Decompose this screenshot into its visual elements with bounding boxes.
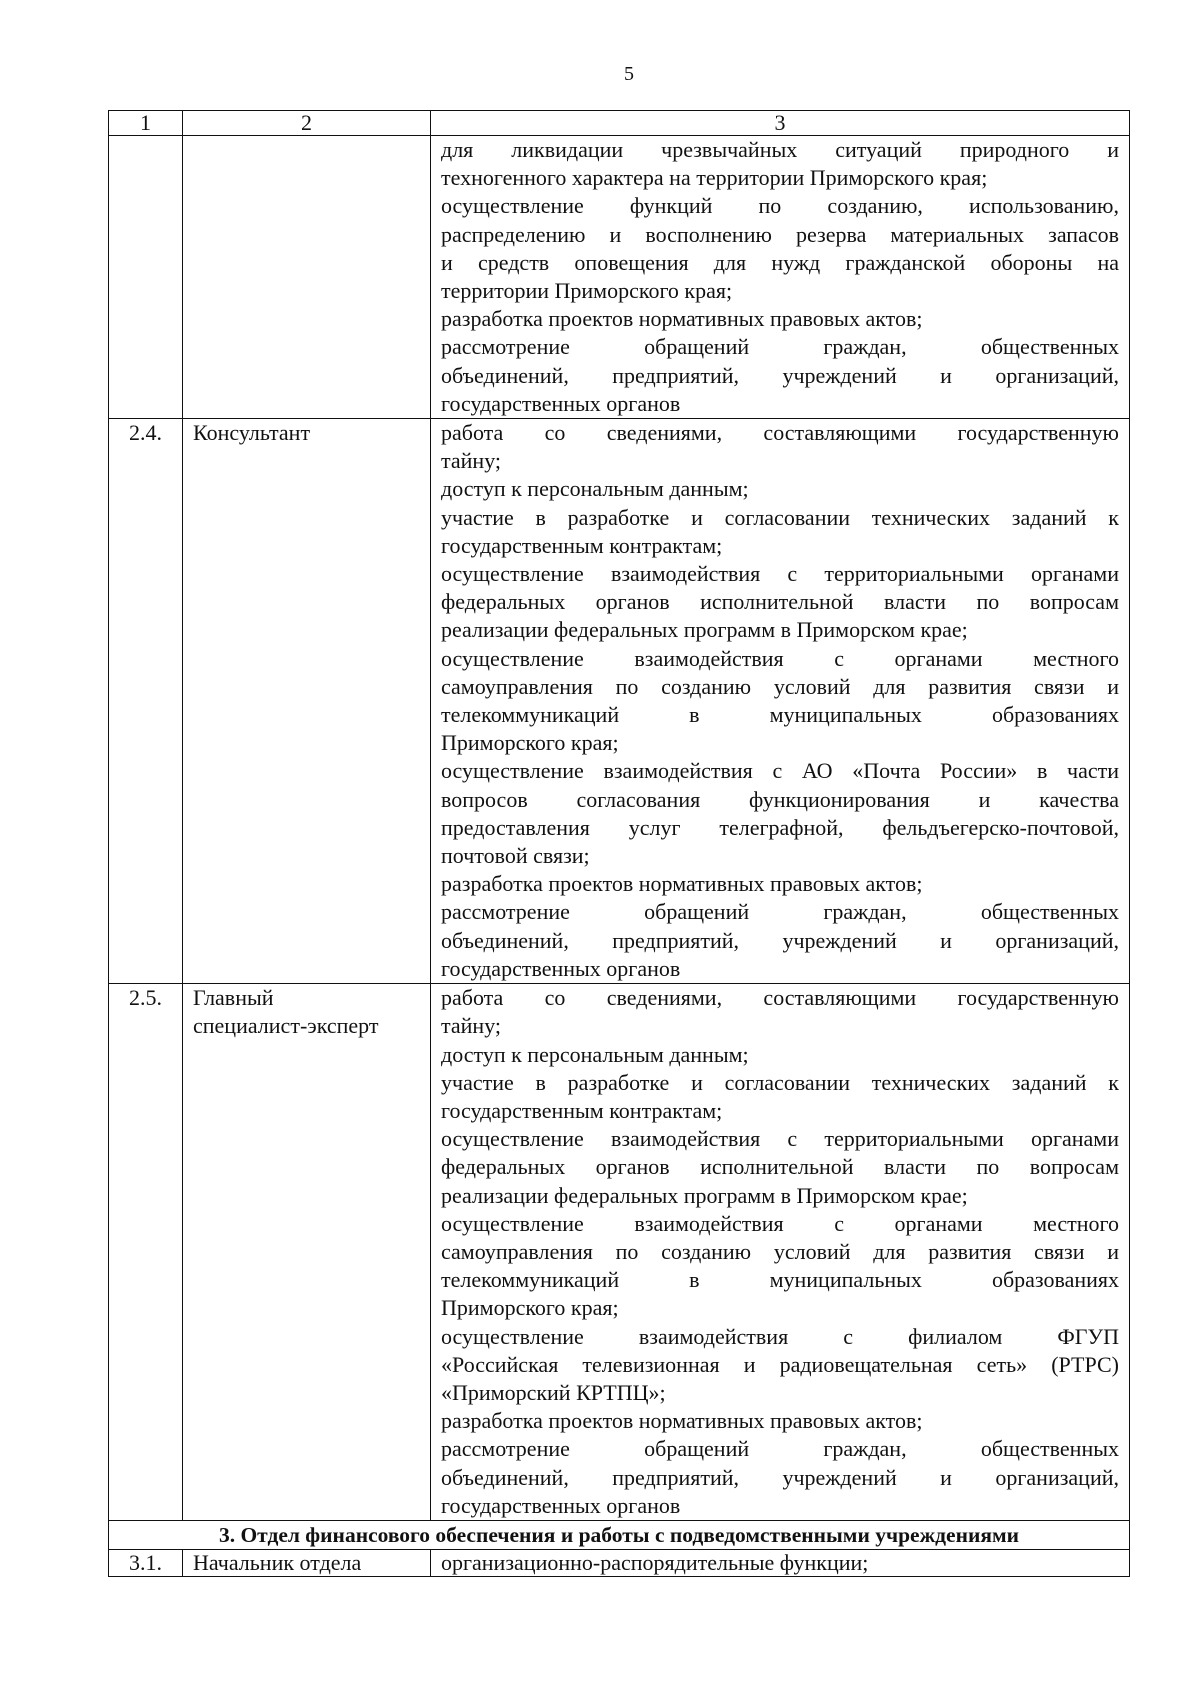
- table-row-2-4: [109, 419, 1130, 984]
- row-number-cell: 2.5.: [109, 984, 183, 1521]
- table-row-2-5: [109, 984, 1130, 1521]
- duty-line: государственных органов: [441, 955, 681, 981]
- duties-cell: [431, 419, 1130, 984]
- duty-line: работа со сведениями, составляющими государственную: [441, 985, 1119, 1011]
- duty-line: осуществление взаимодействия с АО «Почта России» в части: [441, 758, 1119, 784]
- duty-line: Приморского края;: [441, 1295, 619, 1321]
- duty-line: участие в разработке и согласовании технических заданий к: [441, 504, 1119, 530]
- duty-line: государственных органов: [441, 1492, 681, 1518]
- duties-cell: [431, 136, 1130, 419]
- duty-line: распределению и восполнению резерва материальных запасов: [441, 221, 1119, 247]
- duty-line: реализации федеральных программ в Приморском крае;: [441, 1182, 968, 1208]
- duty-line: федеральных органов исполнительной власти по вопросам: [441, 1154, 1119, 1180]
- page-number: 5: [624, 63, 634, 85]
- duty-line: телекоммуникаций в муниципальных образованиях: [441, 702, 1119, 728]
- duty-line: объединений, предприятий, учреждений и организаций,: [441, 1464, 1119, 1490]
- duty-line: «Российская телевизионная и радиовещательная сеть» (РТРС): [441, 1351, 1119, 1377]
- duty-line: осуществление функций по созданию, использованию,: [441, 193, 1119, 219]
- duties-cell: организационно-распорядительные функции;: [431, 1549, 1130, 1576]
- position-cell: [183, 984, 431, 1521]
- duty-line: и средств оповещения для нужд гражданской обороны на: [441, 249, 1119, 275]
- duty-line: работа со сведениями, составляющими государственную: [441, 420, 1119, 446]
- duty-line: рассмотрение обращений граждан, общественных: [441, 899, 1119, 925]
- row-number-cell: 3.1.: [109, 1549, 183, 1576]
- duty-line: объединений, предприятий, учреждений и организаций,: [441, 927, 1119, 953]
- duty-line: рассмотрение обращений граждан, общественных: [441, 1436, 1119, 1462]
- duty-line: для ликвидации чрезвычайных ситуаций природного и: [441, 137, 1119, 162]
- duty-line: разработка проектов нормативных правовых актов;: [441, 306, 923, 332]
- position-cell: [183, 136, 431, 419]
- duty-line: объединений, предприятий, учреждений и организаций,: [441, 362, 1119, 388]
- duty-line: самоуправления по созданию условий для развития связи и: [441, 673, 1119, 699]
- duty-line: телекоммуникаций в муниципальных образованиях: [441, 1267, 1119, 1293]
- position-line: специалист-эксперт: [193, 1013, 379, 1039]
- duty-line: государственным контрактам;: [441, 532, 723, 558]
- duty-line: вопросов согласования функционирования и качества: [441, 786, 1119, 812]
- duty-line: государственных органов: [441, 390, 681, 416]
- duty-line: тайну;: [441, 448, 502, 474]
- table-row-3-1: [109, 1549, 1130, 1576]
- column-header-2: 2: [183, 111, 431, 136]
- duty-line: осуществление взаимодействия с органами местного: [441, 1210, 1119, 1236]
- duty-line: осуществление взаимодействия с территориальными органами: [441, 561, 1119, 587]
- duties-cell: [431, 984, 1130, 1521]
- duty-line: техногенного характера на территории Приморского края;: [441, 165, 988, 191]
- duty-line: доступ к персональным данным;: [441, 476, 749, 502]
- duty-line: тайну;: [441, 1013, 502, 1039]
- table-header-row: [109, 111, 1130, 136]
- section-heading-row: [109, 1520, 1130, 1549]
- duty-line: осуществление взаимодействия с органами местного: [441, 645, 1119, 671]
- duty-line: осуществление взаимодействия с филиалом ФГУП: [441, 1323, 1119, 1349]
- section-heading: 3. Отдел финансового обеспечения и работы с подведомственными учреждениями: [109, 1520, 1130, 1549]
- table-row-continuation: [109, 136, 1130, 419]
- duty-line: рассмотрение обращений граждан, общественных: [441, 334, 1119, 360]
- position-line: Главный: [193, 985, 274, 1011]
- row-number-cell: 2.4.: [109, 419, 183, 984]
- column-header-1: 1: [109, 111, 183, 136]
- duty-line: «Приморский КРТПЦ»;: [441, 1379, 666, 1405]
- position-cell: Консультант: [183, 419, 431, 984]
- row-number-cell: [109, 136, 183, 419]
- duty-line: разработка проектов нормативных правовых актов;: [441, 1408, 923, 1434]
- duties-table: [108, 110, 1130, 1577]
- duty-line: государственным контрактам;: [441, 1097, 723, 1123]
- duty-line: территории Приморского края;: [441, 278, 733, 304]
- duty-line: предоставления услуг телеграфной, фельдъегерско-почтовой,: [441, 814, 1119, 840]
- duty-line: самоуправления по созданию условий для развития связи и: [441, 1238, 1119, 1264]
- column-header-3: 3: [431, 111, 1130, 136]
- duty-line: федеральных органов исполнительной власти по вопросам: [441, 589, 1119, 615]
- position-cell: Начальник отдела: [183, 1549, 431, 1576]
- duty-line: реализации федеральных программ в Приморском крае;: [441, 617, 968, 643]
- duty-line: почтовой связи;: [441, 843, 590, 869]
- duty-line: разработка проектов нормативных правовых актов;: [441, 871, 923, 897]
- duty-line: осуществление взаимодействия с территориальными органами: [441, 1126, 1119, 1152]
- duty-line: Приморского края;: [441, 730, 619, 756]
- duty-line: участие в разработке и согласовании технических заданий к: [441, 1069, 1119, 1095]
- duty-line: доступ к персональным данным;: [441, 1041, 749, 1067]
